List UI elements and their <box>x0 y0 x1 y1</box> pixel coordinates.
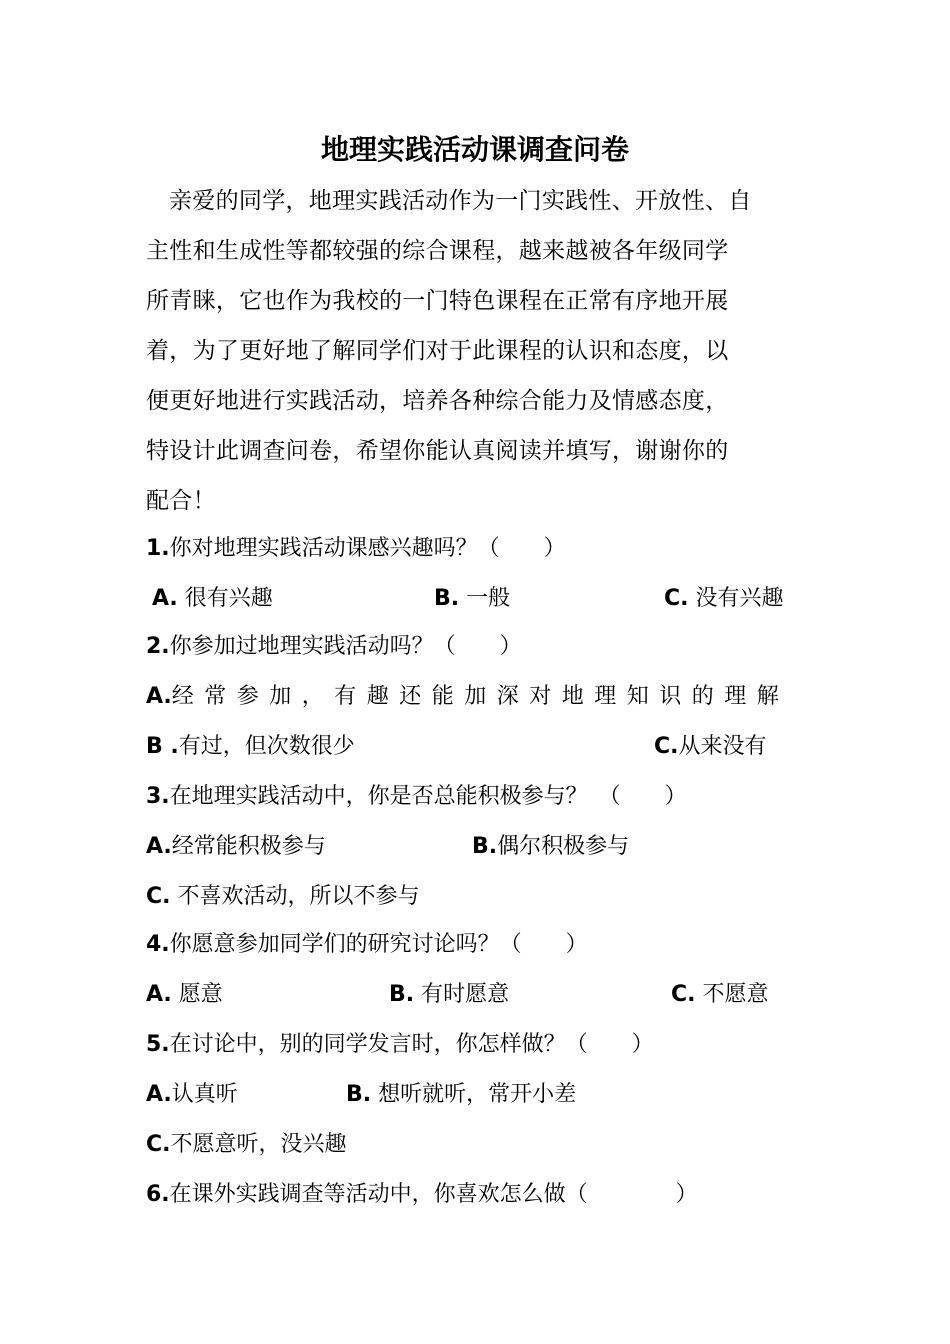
question-number: 1. <box>146 536 170 561</box>
question-2-options <box>146 722 816 772</box>
question-text: 在课外实践调查等活动中，你喜欢怎么做（ ） <box>169 1182 698 1207</box>
question-text: 你参加过地理实践活动吗？（ ） <box>169 634 522 659</box>
question-text: 在讨论中，别的同学发言时，你怎样做？（ ） <box>169 1032 654 1057</box>
option-a[interactable]: A. 愿意 <box>146 982 223 1007</box>
question-2-option-a-row <box>146 672 816 722</box>
option-c[interactable]: C. 不愿意 <box>671 982 769 1007</box>
question-3-option-c-row <box>146 872 816 922</box>
question-number: 4. <box>146 932 170 957</box>
question-3 <box>146 772 816 822</box>
option-b[interactable]: B. 一般 <box>434 586 511 611</box>
question-4 <box>146 920 816 970</box>
question-1 <box>146 524 816 574</box>
question-text: 你对地理实践活动课感兴趣吗？（ ） <box>169 536 566 561</box>
intro-line: 便更好地进行实践活动，培养各种综合能力及情感态度， <box>146 388 729 414</box>
intro-paragraph <box>146 176 806 526</box>
question-5-options <box>146 1070 816 1120</box>
question-4-options <box>146 970 816 1020</box>
option-b[interactable]: B. 有时愿意 <box>389 982 510 1007</box>
question-text: 在地理实践活动中，你是否总能积极参与？ （ ） <box>169 784 687 809</box>
option-c[interactable]: C.不愿意听，没兴趣 <box>146 1132 347 1157</box>
question-3-options <box>146 822 816 872</box>
option-a[interactable]: A.经常参加，有趣还能加深对地理知识的理解 <box>146 684 790 709</box>
option-a[interactable]: A.经常能积极参与 <box>146 834 326 859</box>
option-b[interactable]: B .有过，但次数很少 <box>146 734 355 759</box>
intro-line: 亲爱的同学，地理实践活动作为一门实践性、开放性、自 <box>169 188 752 214</box>
intro-line: 特设计此调查问卷，希望你能认真阅读并填写，谢谢你的 <box>146 438 729 464</box>
question-text: 你愿意参加同学们的研究讨论吗？（ ） <box>169 932 588 957</box>
option-b[interactable]: B. 想听就听，常开小差 <box>346 1082 577 1107</box>
question-number: 6. <box>146 1182 170 1207</box>
question-1-options <box>146 574 816 624</box>
option-c[interactable]: C. 没有兴趣 <box>664 586 784 611</box>
question-5 <box>146 1020 816 1070</box>
option-a[interactable]: A.认真听 <box>146 1082 238 1107</box>
intro-line: 着，为了更好地了解同学们对于此课程的认识和态度，以 <box>146 338 729 364</box>
option-c[interactable]: C.从来没有 <box>654 734 767 759</box>
intro-line: 所青睐，它也作为我校的一门特色课程在正常有序地开展 <box>146 288 729 314</box>
option-c[interactable]: C. 不喜欢活动，所以不参与 <box>146 884 420 909</box>
intro-line: 配合！ <box>146 488 216 514</box>
question-2 <box>146 622 816 672</box>
question-number: 5. <box>146 1032 170 1057</box>
question-5-option-c-row <box>146 1120 816 1170</box>
question-number: 3. <box>146 784 170 809</box>
option-a[interactable]: A. 很有兴趣 <box>152 586 273 611</box>
question-6 <box>146 1170 816 1220</box>
question-number: 2. <box>146 634 170 659</box>
option-b[interactable]: B.偶尔积极参与 <box>472 834 630 859</box>
intro-line: 主性和生成性等都较强的综合课程，越来越被各年级同学 <box>146 238 729 264</box>
page-title: 地理实践活动课调查问卷 <box>320 133 629 166</box>
